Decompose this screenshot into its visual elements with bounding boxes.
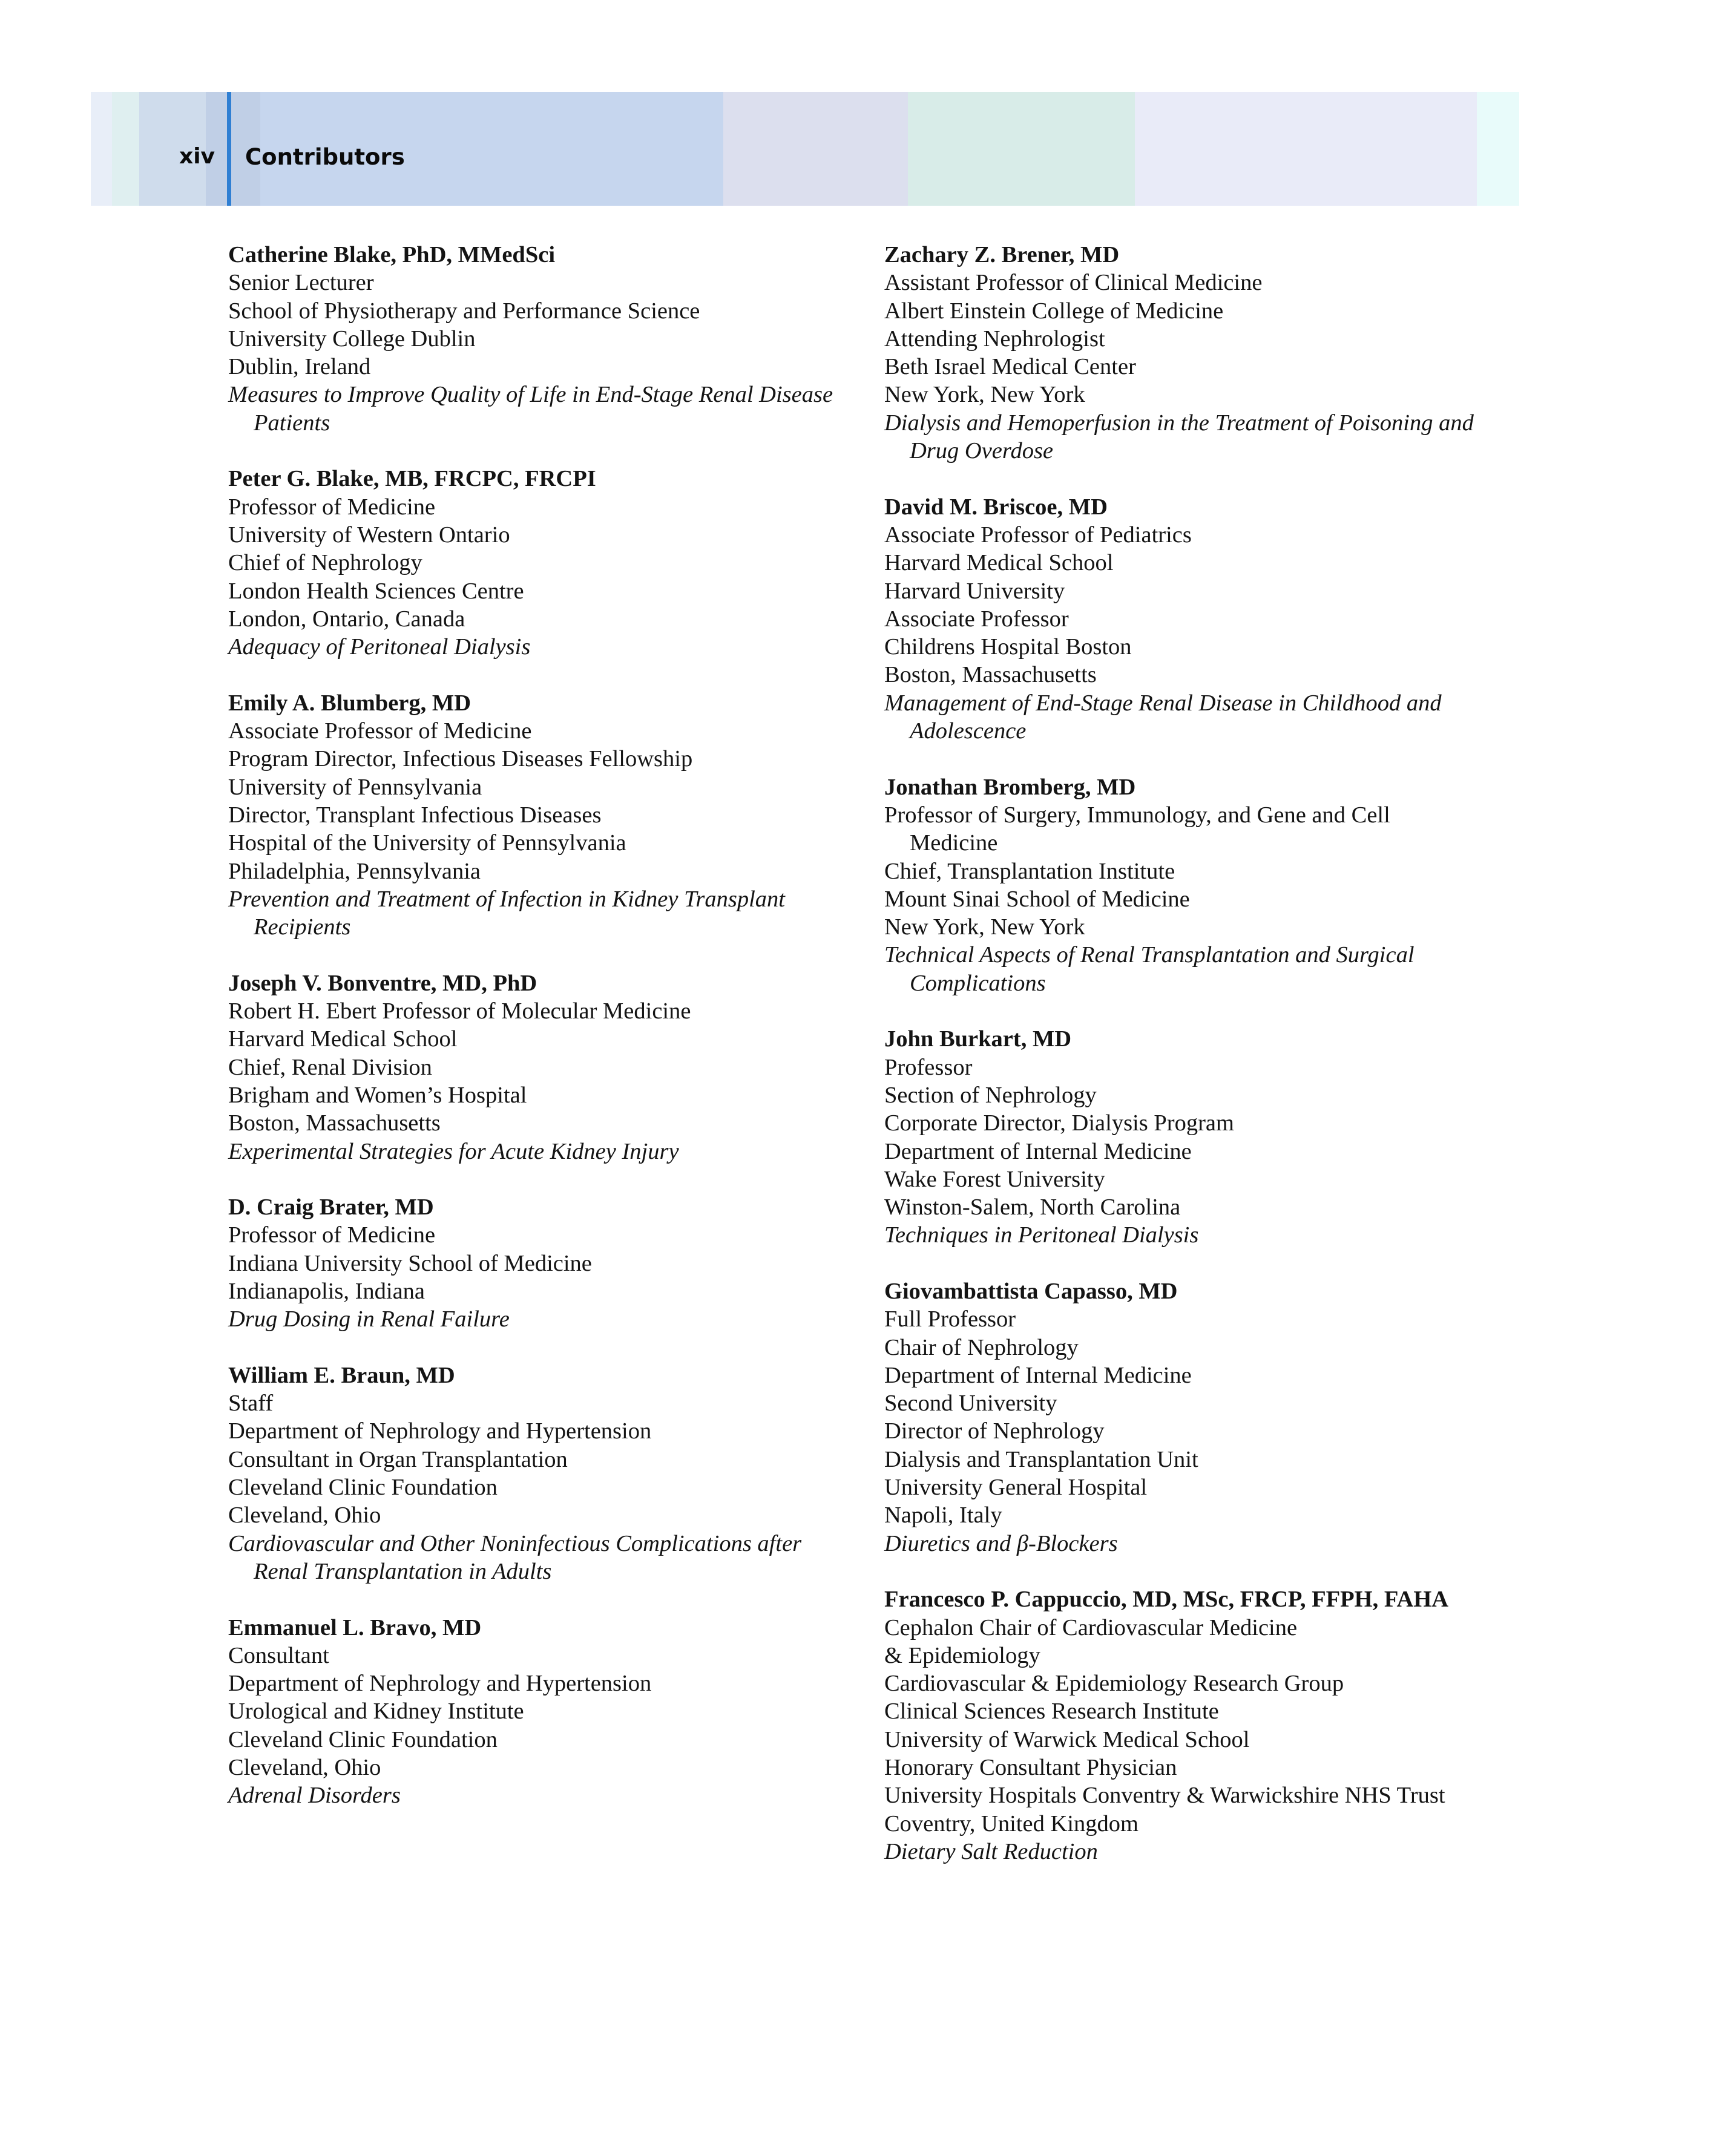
affiliation-line: Assistant Professor of Clinical Medicine <box>884 270 1263 296</box>
affiliation-line: Corporate Director, Dialysis Program <box>884 1110 1234 1136</box>
affiliation-line: Napoli, Italy <box>884 1502 1002 1529</box>
header-band-segment <box>1135 92 1477 206</box>
chapter-title: Dietary Salt Reduction <box>884 1838 1098 1864</box>
contributor-name: Peter G. Blake, MB, FRCPC, FRCPI <box>228 466 596 492</box>
affiliation-line: Staff <box>228 1391 274 1417</box>
chapter-title: Experimental Strategies for Acute Kidney Injury <box>228 1138 679 1164</box>
affiliation-line: & Epidemiology <box>884 1642 1040 1668</box>
affiliation-line: University of Warwick Medical School <box>884 1726 1250 1752</box>
contributor-name: David M. Briscoe, MD <box>884 494 1108 520</box>
chapter-title: Recipients <box>254 914 351 940</box>
affiliation-line: Dialysis and Transplantation Unit <box>884 1446 1198 1472</box>
contributor-name: Giovambattista Capasso, MD <box>884 1278 1178 1304</box>
contributor-name: Emmanuel L. Bravo, MD <box>228 1614 482 1640</box>
contributor-name: John Burkart, MD <box>884 1026 1072 1052</box>
affiliation-line: Robert H. Ebert Professor of Molecular Medicine <box>228 998 691 1024</box>
header-rule <box>227 92 231 206</box>
affiliation-line: Wake Forest University <box>884 1166 1105 1192</box>
affiliation-line: Professor of Surgery, Immunology, and Gene and Cell <box>884 802 1390 828</box>
affiliation-line: Attending Nephrologist <box>884 326 1105 352</box>
affiliation-line: University Hospitals Conventry & Warwickshire NHS Trust <box>884 1783 1445 1809</box>
affiliation-line: Honorary Consultant Physician <box>884 1755 1177 1781</box>
chapter-title: Technical Aspects of Renal Transplantation and Surgical <box>884 942 1414 968</box>
affiliation-line: Clinical Sciences Research Institute <box>884 1699 1219 1725</box>
left-column <box>228 241 858 1838</box>
contributor-entry <box>884 241 1544 465</box>
contributor-name: Joseph V. Bonventre, MD, PhD <box>228 970 537 996</box>
chapter-title: Prevention and Treatment of Infection in Kidney Transplant <box>228 886 785 912</box>
contributor-entry <box>228 1193 858 1333</box>
affiliation-line: Winston-Salem, North Carolina <box>884 1194 1181 1221</box>
contributor-entry <box>884 1585 1544 1866</box>
contributor-name: Catherine Blake, PhD, MMedSci <box>228 242 556 267</box>
affiliation-line: Professor of Medicine <box>228 1222 436 1248</box>
chapter-title: Management of End-Stage Renal Disease in Childhood and <box>884 690 1442 716</box>
affiliation-line: Harvard Medical School <box>228 1026 458 1052</box>
affiliation-line: Indiana University School of Medicine <box>228 1250 592 1276</box>
affiliation-line: University College Dublin <box>228 326 476 352</box>
right-column <box>884 241 1544 1894</box>
chapter-title: Patients <box>254 410 330 436</box>
affiliation-line: Chief, Transplantation Institute <box>884 858 1175 884</box>
affiliation-line: Dublin, Ireland <box>228 354 371 380</box>
chapter-title: Adolescence <box>910 718 1027 744</box>
affiliation-line: Cephalon Chair of Cardiovascular Medicine <box>884 1614 1298 1640</box>
chapter-title: Drug Dosing in Renal Failure <box>228 1306 510 1332</box>
affiliation-line: Brigham and Women’s Hospital <box>228 1082 527 1108</box>
affiliation-line: Cardiovascular & Epidemiology Research Group <box>884 1671 1344 1697</box>
affiliation-line: Cleveland Clinic Foundation <box>228 1475 498 1501</box>
affiliation-line: Department of Internal Medicine <box>884 1362 1192 1388</box>
page-number: xiv <box>179 144 215 169</box>
chapter-title: Adrenal Disorders <box>228 1783 401 1809</box>
affiliation-line: Associate Professor of Pediatrics <box>884 522 1192 548</box>
contributor-name: Zachary Z. Brener, MD <box>884 242 1120 267</box>
affiliation-line: Consultant in Organ Transplantation <box>228 1446 568 1472</box>
contributor-entry <box>228 465 858 661</box>
contributor-entry <box>228 1361 858 1585</box>
chapter-title: Measures to Improve Quality of Life in End-Stage Renal Disease <box>228 382 833 408</box>
header-band-segment <box>1477 92 1519 206</box>
chapter-title: Cardiovascular and Other Noninfectious Complications after <box>228 1530 802 1556</box>
affiliation-line: London Health Sciences Centre <box>228 578 524 604</box>
affiliation-line: New York, New York <box>884 382 1085 408</box>
affiliation-line: Childrens Hospital Boston <box>884 634 1132 660</box>
chapter-title: Diuretics and β-Blockers <box>884 1530 1118 1556</box>
affiliation-line: Boston, Massachusetts <box>884 662 1097 688</box>
contributor-entry <box>228 689 858 942</box>
affiliation-line: Director, Transplant Infectious Diseases <box>228 802 602 828</box>
contributor-entry <box>884 1025 1544 1249</box>
affiliation-line: Director of Nephrology <box>884 1418 1105 1444</box>
header-band-segment <box>91 92 112 206</box>
chapter-title: Complications <box>910 970 1046 996</box>
chapter-title: Drug Overdose <box>910 438 1054 464</box>
affiliation-line: Second University <box>884 1391 1057 1417</box>
affiliation-line: Department of Nephrology and Hypertension <box>228 1418 652 1444</box>
contributor-entry <box>228 1614 858 1810</box>
affiliation-line: Program Director, Infectious Diseases Fellowship <box>228 746 693 772</box>
affiliation-line: Coventry, United Kingdom <box>884 1810 1138 1837</box>
affiliation-line: London, Ontario, Canada <box>228 606 465 632</box>
contributor-name: D. Craig Brater, MD <box>228 1194 434 1221</box>
affiliation-line: Cleveland, Ohio <box>228 1502 381 1529</box>
affiliation-line: Hospital of the University of Pennsylvania <box>228 830 626 856</box>
affiliation-line: Chair of Nephrology <box>884 1334 1079 1360</box>
affiliation-line: Medicine <box>910 830 998 856</box>
affiliation-line: Associate Professor of Medicine <box>228 718 532 744</box>
header-band-segment <box>723 92 908 206</box>
affiliation-line: Mount Sinai School of Medicine <box>884 886 1190 912</box>
header-band-segment <box>112 92 139 206</box>
section-title: Contributors <box>245 144 405 170</box>
contributor-entry <box>884 1277 1544 1558</box>
affiliation-line: Cleveland, Ohio <box>228 1755 381 1781</box>
affiliation-line: Philadelphia, Pennsylvania <box>228 858 481 884</box>
chapter-title: Dialysis and Hemoperfusion in the Treatment of Poisoning and <box>884 410 1474 436</box>
affiliation-line: Senior Lecturer <box>228 270 374 296</box>
affiliation-line: Consultant <box>228 1642 329 1668</box>
chapter-title: Adequacy of Peritoneal Dialysis <box>228 634 531 660</box>
header-band-segment <box>908 92 1135 206</box>
affiliation-line: New York, New York <box>884 914 1085 940</box>
affiliation-line: Department of Nephrology and Hypertension <box>228 1671 652 1697</box>
affiliation-line: Urological and Kidney Institute <box>228 1699 524 1725</box>
affiliation-line: Beth Israel Medical Center <box>884 354 1136 380</box>
affiliation-line: Professor of Medicine <box>228 494 436 520</box>
affiliation-line: Associate Professor <box>884 606 1069 632</box>
contributor-name: Emily A. Blumberg, MD <box>228 690 472 716</box>
contributor-entry <box>884 493 1544 745</box>
contributor-name: Jonathan Bromberg, MD <box>884 774 1136 800</box>
affiliation-line: Professor <box>884 1054 973 1080</box>
affiliation-line: University General Hospital <box>884 1475 1148 1501</box>
affiliation-line: Cleveland Clinic Foundation <box>228 1726 498 1752</box>
affiliation-line: Boston, Massachusetts <box>228 1110 441 1136</box>
affiliation-line: Full Professor <box>884 1306 1016 1332</box>
affiliation-line: University of Pennsylvania <box>228 774 482 800</box>
affiliation-line: Chief, Renal Division <box>228 1054 432 1080</box>
contributor-entry <box>228 241 858 437</box>
affiliation-line: Department of Internal Medicine <box>884 1138 1192 1164</box>
affiliation-line: Harvard Medical School <box>884 550 1114 576</box>
affiliation-line: School of Physiotherapy and Performance Science <box>228 298 700 324</box>
affiliation-line: Section of Nephrology <box>884 1082 1097 1108</box>
affiliation-line: University of Western Ontario <box>228 522 510 548</box>
contributor-name: Francesco P. Cappuccio, MD, MSc, FRCP, FFPH, FAHA <box>884 1587 1449 1613</box>
affiliation-line: Harvard University <box>884 578 1065 604</box>
contributor-entry <box>884 773 1544 997</box>
affiliation-line: Albert Einstein College of Medicine <box>884 298 1224 324</box>
chapter-title: Renal Transplantation in Adults <box>254 1558 552 1584</box>
chapter-title: Techniques in Peritoneal Dialysis <box>884 1222 1199 1248</box>
affiliation-line: Indianapolis, Indiana <box>228 1278 426 1304</box>
affiliation-line: Chief of Nephrology <box>228 550 422 576</box>
contributor-name: William E. Braun, MD <box>228 1362 455 1388</box>
contributor-entry <box>228 969 858 1165</box>
